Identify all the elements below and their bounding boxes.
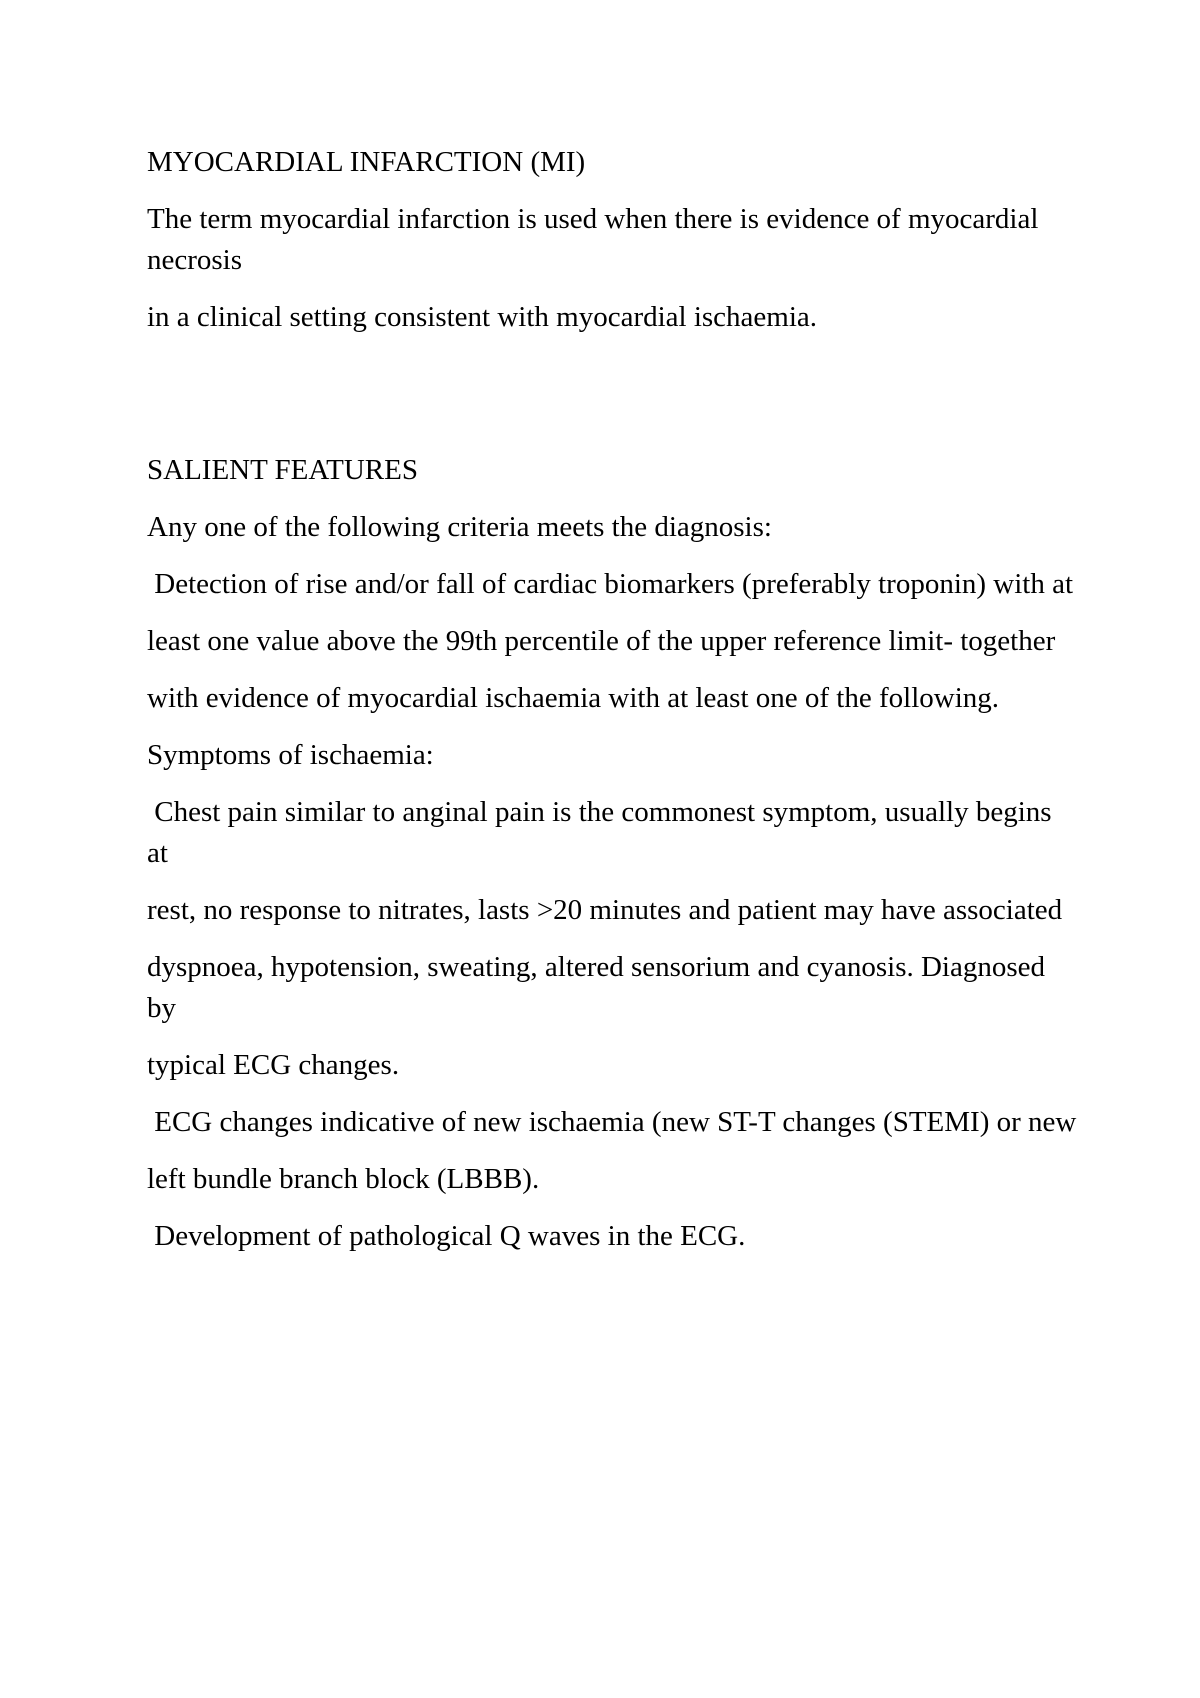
document-content [147, 142, 1077, 1273]
body-paragraph: least one value above the 99th percentile of the upper reference limit- together [147, 625, 1056, 657]
body-paragraph: dyspnoea, hypotension, sweating, altered sensorium and cyanosis. Diagnosed by [147, 951, 1053, 1024]
body-paragraph: Detection of rise and/or fall of cardiac biomarkers (preferably troponin) with at [147, 568, 1074, 600]
body-paragraph: Chest pain similar to anginal pain is the commonest symptom, usually begins at [147, 796, 1059, 869]
document-title: MYOCARDIAL INFARCTION (MI) [147, 146, 586, 178]
body-paragraph: Any one of the following criteria meets the diagnosis: [147, 511, 772, 543]
intro-paragraph: in a clinical setting consistent with myocardial ischaemia. [147, 301, 818, 333]
body-paragraph: rest, no response to nitrates, lasts >20 minutes and patient may have associated [147, 894, 1063, 926]
body-paragraph: Symptoms of ischaemia: [147, 739, 434, 771]
body-paragraph: Development of pathological Q waves in the ECG. [147, 1220, 746, 1252]
section-heading: SALIENT FEATURES [147, 454, 418, 486]
body-paragraph: typical ECG changes. [147, 1049, 400, 1081]
body-paragraph: with evidence of myocardial ischaemia with at least one of the following. [147, 682, 1000, 714]
body-paragraph: left bundle branch block (LBBB). [147, 1163, 540, 1195]
intro-paragraph: The term myocardial infarction is used when there is evidence of myocardial necrosis [147, 203, 1046, 276]
blank-space [147, 354, 1077, 450]
body-paragraph: ECG changes indicative of new ischaemia (new ST-T changes (STEMI) or new [147, 1106, 1077, 1138]
